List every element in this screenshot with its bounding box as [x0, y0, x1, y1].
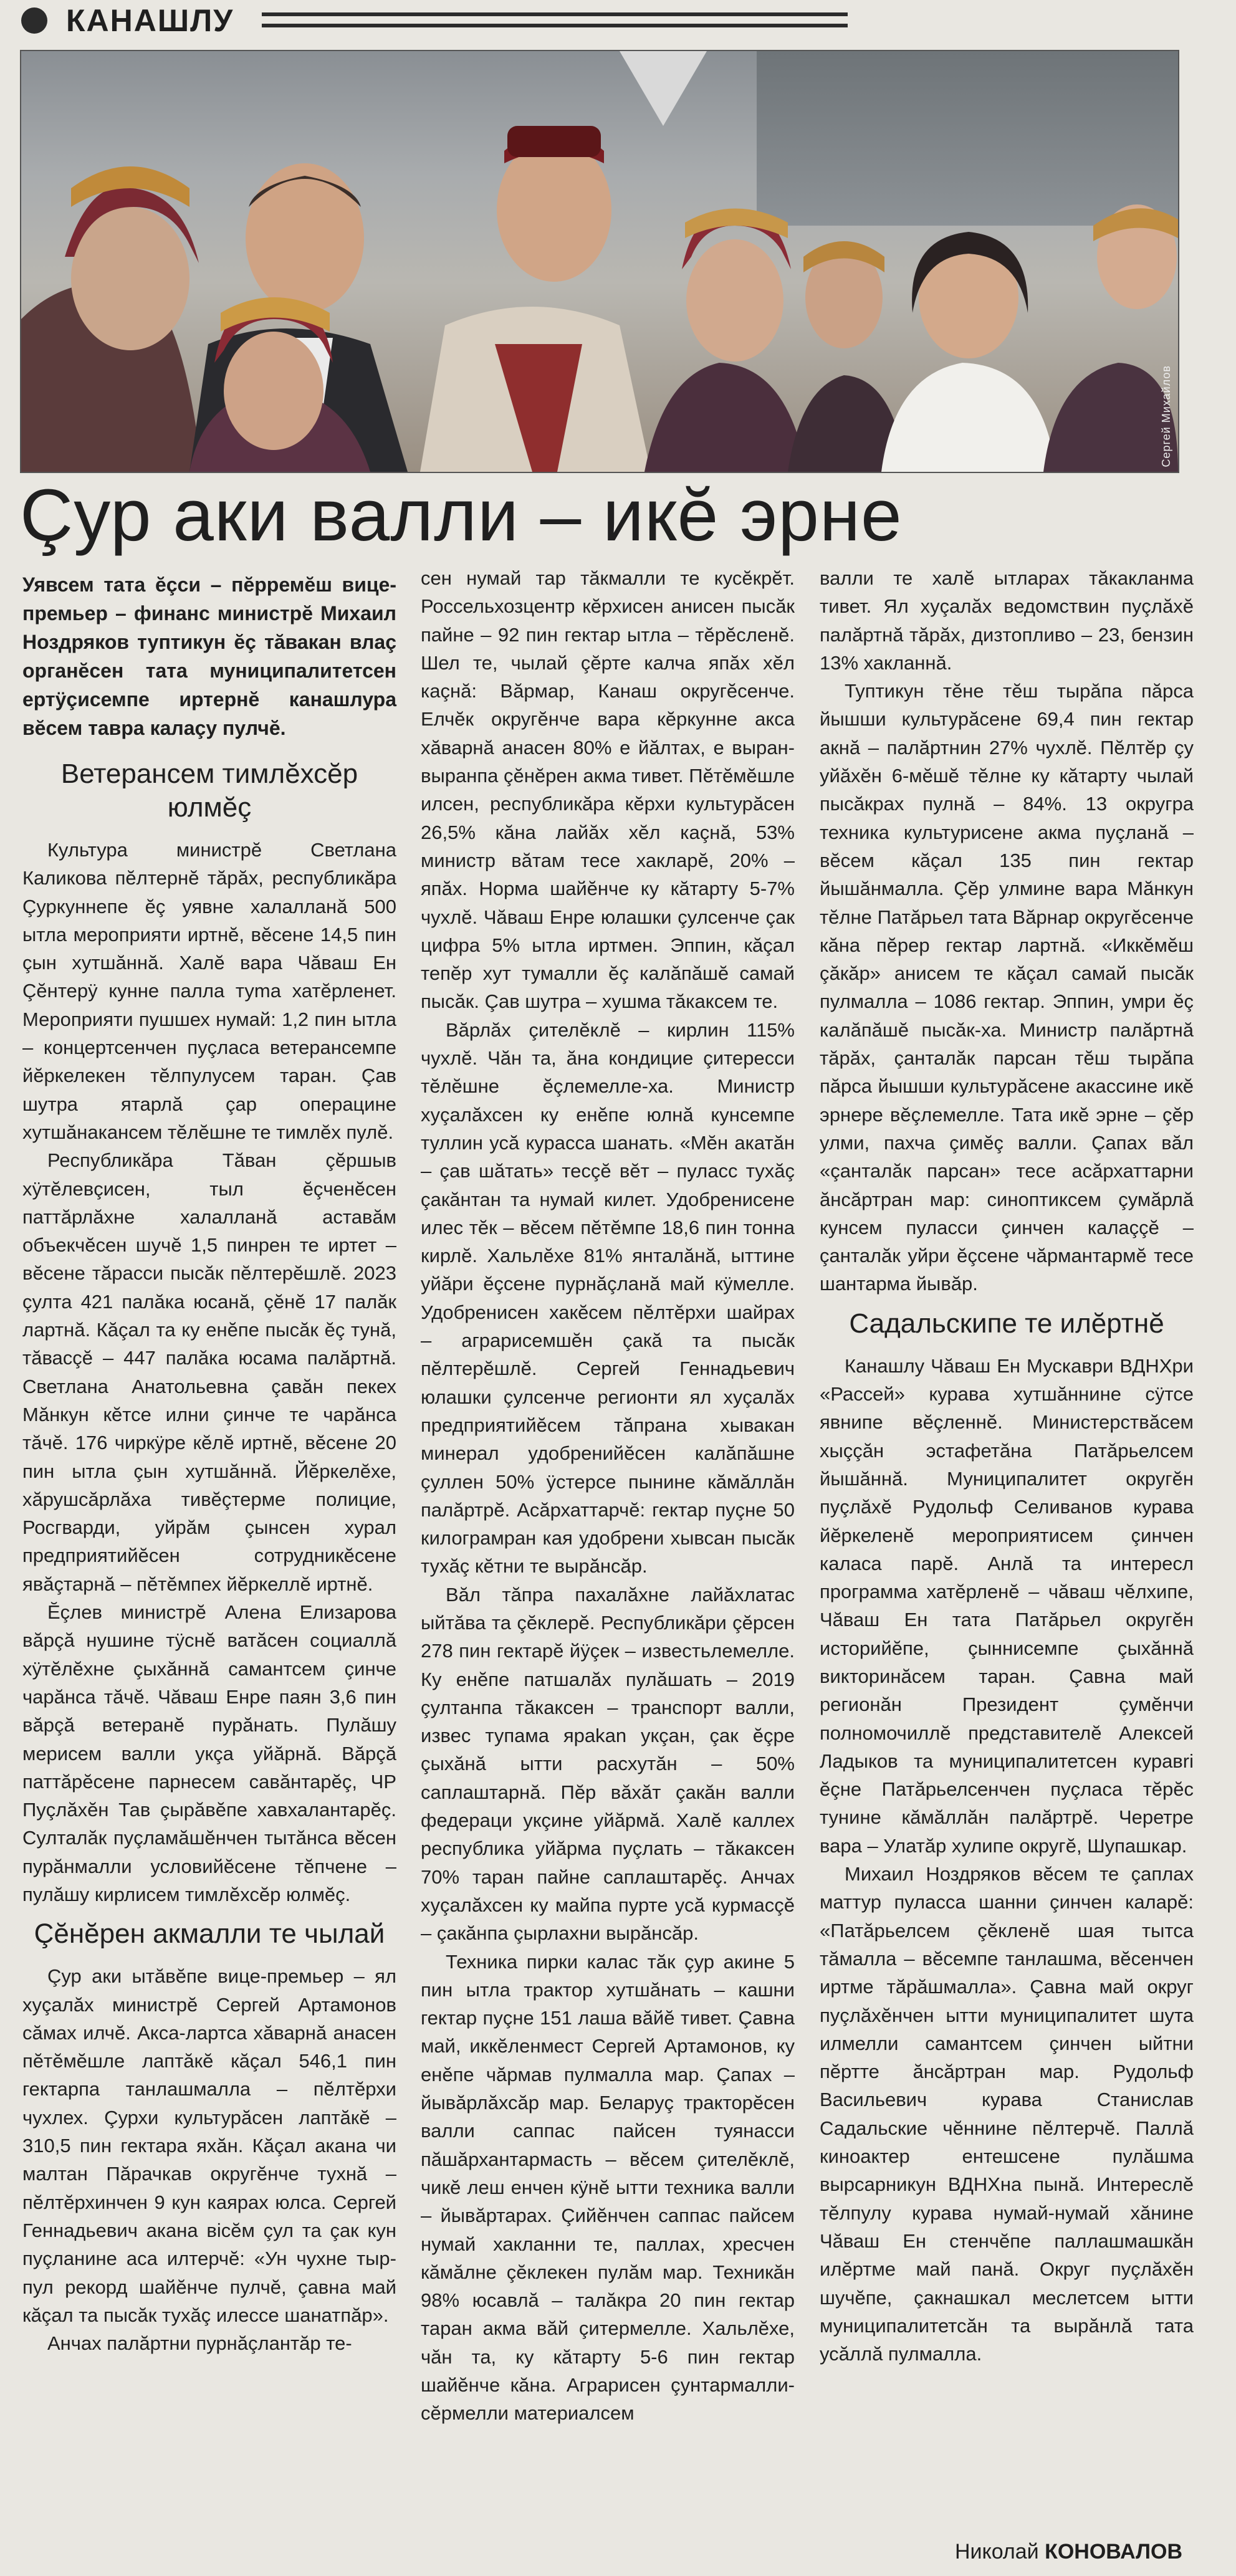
person-figure: [644, 209, 807, 472]
paragraph: Ĕçлев министрĕ Алена Елизарова вăрçă нушине тÿснĕ ватăсен социаллă хÿтĕлĕхне çыхăннă самантсем çинче чарăнса тăчĕ. Чăваш Енре паян 3,6 пин вăрçă ветеранĕ пурăнать. Пулăшу мерисем валли укçа уйăрнă. Вăрçă паттăрĕсене парнесем савăнтарĕç, ЧР Пуçлăхĕн Тав çырăвĕпе хавхалантарĕç. Султалăк пуçламăшĕнчен тытăнса вĕсен пурăнмалли условийĕсене тĕпчене – пулăшу кирлисем тимлĕхсĕр юлмĕç.: [22, 1601, 396, 1905]
header-rule: [262, 12, 848, 16]
article-column-3: [820, 564, 1194, 2368]
paragraph: Техника пирки калас тăк çур акине 5 пин ытла трактор хутшăнать – кашни гектар пуçне 151 лаша вăйĕ тивет. Çавна май, иккĕленмест Сергей Артамонов, ку енĕпе чăрмав пулмалла мар. Çапах – йывăрлăхсăр мар. Беларуç тракторĕсен валли саппас пайсен туянасси пăшăрхантармасть – вĕсем çителĕклĕ, чикĕ леш енчен кÿнĕ ытти техника валли – йывăртарах. Çийĕнчен саппас пайсем нумай хакланни те, паллах, хресчен кăмăлне çĕклекен пулăм мар. Техникăн 98% юсавлă – талăкра 20 пин гектар таран акма вăй çитермелле. Хальлĕхе, чăн та, ку кăтарту 5-6 пин гектар шайĕнче кăна. Аграрисен çунтармалли-сĕрмелли материалсем: [421, 1950, 795, 2425]
paragraph: сен нумай тар тăкмалли те кусĕкрĕт. Россельхозцентр кĕрхисен анисен пысăк пайне – 92 пин гектар ытла – тĕрĕсленĕ. Шел те, чылай çĕрте калча япăх хĕл каçнă: Вăрмар, Канаш округĕсенче. Елчĕк округĕнче вара кĕркунне акса хăварнă анасен 80% е йăлтах, е выран-выранпа çĕнĕрен акма тивет. Пĕтĕмĕшле илсен, республикăра кĕрхи культурăсен 26,5% кăна лайăх хĕл каçнă, 53% министр вăтам тесе хакларĕ, 20% – япăх. Норма шайĕнче ку кăтарту 5-7% чухлĕ. Чăваш Енре юлашки çулсенче çак цифра 5% ытла иртмен. Эппин, кăçал тепĕр хут тумалли ĕç калăпăшĕ самай пысăк. Çав шутра – хушма тăкаксем те.: [421, 567, 795, 1013]
person-figure: [420, 126, 651, 472]
subheading-sadalsky: Садальскипе те илĕртнĕ: [849, 1308, 1164, 1339]
paragraph: валли те халĕ ытларах тăкакланма тивет. Ял хуçалăх ведомствин пуçлăхĕ палăртнă тăрăх, дизтопливо – 23, бензин 13% хакланнă.: [820, 567, 1194, 674]
author-last-name: КОНОВАЛОВ: [1045, 2540, 1182, 2564]
author-byline: [955, 2540, 1182, 2564]
person-figure: [1043, 204, 1178, 472]
person-figure: [21, 166, 202, 472]
paragraph: Михаил Ноздряков вĕсем те çаплах маттур пуласса шанни çинчен каларĕ: «Патăрьелсем çĕкленĕ шая тытса тăмалла – вĕсемпе танлашма, вĕсенчен иртме тăрăшмалла». Çавна май округ пуçлăхĕнчен ытти муниципалитет шута илмелли самантсем çинчен ыйтни пĕртте ăнсăртран мар. Рудольф Васильевич курава Станислав Садальские чĕннине пĕлтерчĕ. Паллă киноактер ентешсене пулăшма вырсарникун ВДНХна пынă. Интереслĕ тĕлпулу курава нумай-нумай хăнине Чăваш Ен стенчĕпе паллашмашкăн илĕртме май панă. Округ пуçлăхĕн шучĕпе, çакнашкал меслетсем ытти муниципалитетсăн та вырăнлă тата усăллă пулмалла.: [820, 1863, 1194, 2365]
subheading-sowing: Çĕнĕрен акмалли те чылай: [34, 1918, 385, 1950]
person-figure: [881, 232, 1056, 472]
paragraph: Туптикун тĕне тĕш тырăпа пăрса йышши культурăсене 69,4 пин гектар акнă – палăртнин 27% чухлĕ. Пĕлтĕр çу уйăхĕн 6-мĕшĕ тĕлне ку кăтарту чылай пысăкрах пулнă – 84%. 13 округра техника культурисене акма пуçланă – вĕсем кăçал 135 пин гектар йышăнмалла. Çĕр улмине вара Мăнкун тĕлне Патăрьел тата Вăрнар округĕсенче кăна пĕрер гектар лартнă. «Иккĕмĕш çăкăр» анисем те кăçал самай пысăк пулмалла – 1086 гектар. Эппин, умри ĕç калăпăшĕ пысăк-ха. Министр палăртнă тăрăх, çанталăк парсан тĕш тырăпа пăрса йышши культурăсене акассине икĕ эрнере вĕçлемелле. Тата икĕ эрне – çĕр улми, пахча çимĕç валли. Çапах вăл «çанталăк парсан» тесе асăрхаттарни ăнсăртран мар: синоптиксем çумăрлă кунсем пуласси çинчен калаççĕ – çанталăк уйри ĕçсене чăрмантармĕ тесе шантарма йывăр.: [820, 680, 1194, 1295]
header-rule: [262, 24, 848, 27]
author-first-name: Николай: [954, 2540, 1039, 2564]
photo-people-illustration: [21, 51, 1178, 472]
paragraph: Культура министрĕ Светлана Каликова пĕлтернĕ тăрăх, республикăра Çуркуннепе ĕç уявне халалланă 500 ытла мероприяти иртнĕ, вĕсене 14,5 пин çын хутшăннă. Халĕ вара Чăваш Ен Çĕнтерÿ кунне палла туma хатĕрленет. Мероприяти пушшех нумай: 1,2 пин ытла – концертсенчен пуçласа ветерансемпе йĕркелекен тĕлпулусем таран. Çав шутра ятарлă çар операцине хутшăнакансем тĕлĕшне те тимлĕх пулĕ.: [22, 839, 396, 1143]
article-lead: Уявсем тата ĕçси – пĕрремĕш вице-премьер – финанс министрĕ Михаил Ноздряков туптикун ĕç тăвакан влаç органĕсен тата муниципалитетсен ертÿçисемпе иртернĕ канашлура вĕсем тавра калаçу пулчĕ.: [22, 573, 396, 739]
paragraph: Анчах палăртни пурнăçлантăр те-: [47, 2332, 352, 2355]
article-column-2: [421, 564, 795, 2428]
paragraph: Республикăра Тăван çĕршыв хÿтĕлевçисен, тыл ĕçченĕсен паттăрлăхне халалланă аставăм объекчĕсен шучĕ 1,5 пинрен те иртет – вĕсене тăрасси пысăк пĕлтерĕшлĕ. 2023 çулта 421 палăка юсанă, çĕнĕ 17 палăк лартнă. Кăçал та ку енĕпе пысăк ĕç тунă, тăвасçĕ – 447 палăка юсама палăртнă. Светлана Анатольевна çавăн пекех Мăнкун кĕтсе илни çинче те чарăнса тăчĕ. 176 чиркÿре кĕлĕ иртнĕ, вĕсене 20 пин ытла çын хутшăннă. Йĕркелĕхе, хăрушсăрлăха тивĕçтерме полицие, Росгварди, уйрăм çынсен хурал предприятийĕсен сотрудникĕсене явăçтарнă – пĕтĕмпех йĕркеллĕ иртнĕ.: [22, 1149, 396, 1595]
paragraph: Çур аки ытăвĕпе вице-премьер – ял хуçалăх министрĕ Сергей Артамонов сăмах илчĕ. Акса-лартса хăварнă анасен пĕтĕмĕшле лаптăкĕ кăçал 546,1 пин гектарпа танлашмалла – пĕлтĕрхи чухлех. Çурхи культурăсен лаптăкĕ – 310,5 пин гектара яхăн. Кăçал акана чи малтан Пăрачкав округĕнче тухнă – пĕлтĕрхинчен 9 кун каярах юлса. Сергей Геннадьевич акана вісĕм çул та çак кун пуçланине аса илтерчĕ: «Ун чухне тыр-пул рекорд шайĕнче пулчĕ, çавна май кăçал та пысăк тухăç илессе шанатпăр».: [22, 1965, 396, 2326]
paragraph: Вăл тăпра пахалăхне лайăхлатас ыйтăва та çĕклерĕ. Республикăри çĕрсен 278 пин гектарĕ йÿçек – известьлемелле. Ку енĕпе патшалăх пулăшать – 2019 çултанпа тăкаксен – транспорт валли, извес тупама ярakan укçан, çак ĕçре çыхăнă ытти расхутăн – 50% саплаштарнă. Пĕр вăхăт çакăн валли федераци укçине уйăрмă. Халĕ каллех республика уйăрма пуçлать – тăкаксен 70% таран пайне саплаштарĕç. Анчах хуçалăхсен ку майпа пурте усă курмасçĕ – çакăнпа çырлахни вырăнсăр.: [421, 1583, 795, 1945]
article-column-1: [22, 570, 396, 2357]
section-label: КАНАШЛУ: [66, 3, 234, 38]
subheading-veterans: Ветерансем тимлĕхсĕр юлмĕç: [60, 759, 358, 823]
paragraph: Вăрлăх çителĕклĕ – кирлин 115% чухлĕ. Чăн та, ăна кондицие çитересси тĕлĕшне ĕçлемелле-ха. Министр хуçалăхсен ку енĕпе юлнă кунсемпе туллин усă курасса шанать. «Мĕн акатăн – çав шăтать» тесçĕ вĕт – пуласс тухăç çакăнтан та нумай килет. Удобренисене илес тĕк – вĕсем пĕтĕмпе 18,6 пин тонна кирлĕ. Хальлĕхе 81% янталăнă, ыттине уйăри ĕçсене пурнăçланă май кÿмелле. Удобренисен хакĕсем пĕлтĕрхи шайрах – аграрисемшĕн çакă та пысăк пĕлтерĕшлĕ. Сергей Геннадьевич юлашки çулсенче регионти ял хуçалăх предприятийĕсем тăпрана хывакан минерал удобренийĕсен калăпăшне çуллен 50% ÿстерсе пынине кăмăллăн палăртрĕ. Асăрхаттарчĕ: гектар пуçне 50 килограмран кая удобрени хывсан пысăк тухăç кĕтни те вырăнсăр.: [421, 1018, 795, 1578]
headline: Çур аки валли – икĕ эрне: [20, 474, 903, 557]
photo-credit: Сергей Михайлов: [1160, 365, 1172, 467]
section-header: [12, 2, 1222, 40]
section-bullet-icon: [21, 7, 47, 34]
paragraph: Канашлу Чăваш Ен Мускаври ВДНХри «Рассей» курава хутшăннине сÿтсе явнипе вĕçленнĕ. Министерствăсем хыççăн эстафетăна Патăрьелсем йышăннă. Муниципалитет округĕн пуçлăхĕ Рудольф Селиванов курава йĕркеленĕ мероприятисем çинчен каласа парĕ. Анлă та интересл программа хатĕрленĕ – чăваш чĕлхипе, Чăваш Ен тата Патăрьел округĕн историйĕпе, çыннисемпе çыхăннă викторинăсем таран. Çавна май регионăн Президент çумĕнчи полномочиллĕ представителĕ Алексей Ладыков та муниципалитетсен куравri ĕçне Патăрьелсенчен пуçласа тĕрĕс тунине кăмăллăн палăртрĕ. Черетре вара – Улатăр хулипе округĕ, Шупашкар.: [820, 1354, 1194, 1857]
group-photo: [20, 50, 1179, 473]
